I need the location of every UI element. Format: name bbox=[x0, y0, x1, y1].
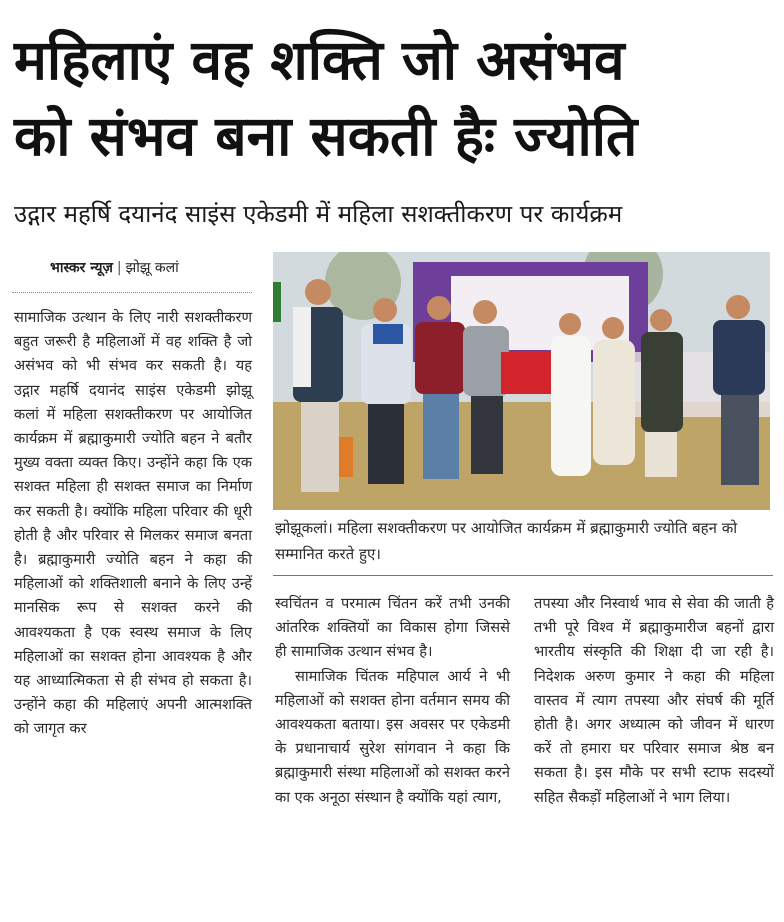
photo-caption: झोझूकलां। महिला सशक्तीकरण पर आयोजित कार्यक्रम में ब्रह्माकुमारी ज्योति बहन को सम्मानित करते हुए। bbox=[275, 519, 738, 563]
person-2 bbox=[361, 298, 411, 484]
paragraph: स्वचिंतन व परमात्म चिंतन करें तभी उनकी आंतरिक शक्तियों का विकास होगा जिससे ही सामाजिक उत्थान संभव है। bbox=[275, 595, 510, 661]
headline-line-1: महिलाएं वह शक्ति जो असंभव bbox=[14, 28, 625, 92]
paragraph: सामाजिक उत्थान के लिए नारी सशक्तीकरण बहुत जरूरी है महिलाओं में वह शक्ति है जो असंभव को भी संभव कर सकती है। यह उद्गार महर्षि दयानंद साइंस एकेडमी झोझू कलां में महिला सशक्तीकरण पर आयोजित कार्यक्रम में ब्रह्माकुमारी ज्योति बहन ने बतौर मुख्य वक्ता व्यक्त किए। उन्होंने कहा कि एक सशक्त महिला ही सशक्त समाज का निर्माण कर सकती है। क्योंकि महिला परिवार की धूरी होती है और परिवार से मिलकर समाज बनता है। ब्रह्माकुमारी ज्योति बहन ने कहा की महिलाओं को शक्तिशाली बनाने के लिए उन्हें मानसिक रूप से सशक्त करने की आवश्यकता है एक स्वस्थ समाज के लिए महिलाओं का सशक्त होना आवश्यक है और यह आध्यात्मिकता से ही संभव हो सकता है। उन्होंने कहा की महिलाएं अपनी आत्मशक्ति को जागृत कर bbox=[14, 309, 252, 738]
paragraph: सामाजिक चिंतक महिपाल आर्य ने भी महिलाओं को सशक्त होना वर्तमान समय की आवश्यकता बताया। इस अवसर पर एकेडमी के प्रधानाचार्य सुरेश सांगवान ने कहा कि ब्रह्माकुमारी संस्था महिलाओं को सशक्त करने का एक अनूठा संस्थान है क्योंकि यहां त्याग, bbox=[275, 667, 510, 806]
flag bbox=[273, 282, 281, 322]
byline-divider bbox=[12, 292, 252, 293]
byline-location: झोझू कलां bbox=[125, 260, 179, 276]
article-column-1 bbox=[14, 306, 252, 742]
photo-illustration bbox=[273, 252, 770, 510]
person-7 bbox=[641, 309, 683, 477]
caption-rule bbox=[273, 575, 773, 576]
headline bbox=[14, 22, 774, 174]
subheadline: उद्गार महर्षि दयानंद साइंस एकेडमी में महिला सशक्तीकरण पर कार्यक्रम bbox=[14, 200, 623, 228]
byline bbox=[50, 258, 179, 277]
article-column-2 bbox=[275, 592, 510, 810]
headline-line-2: को संभव बना सकती हैः ज्योति bbox=[14, 104, 638, 168]
article-column-3 bbox=[534, 592, 774, 810]
person-5 bbox=[551, 313, 591, 476]
byline-source: भास्कर न्यूज़ bbox=[50, 260, 113, 276]
honor-shawl bbox=[501, 352, 554, 394]
article-photo bbox=[273, 252, 770, 510]
paragraph: तपस्या और निस्वार्थ भाव से सेवा की जाती है तभी पूरे विश्व में ब्रह्माकुमारीज बहनों द्वारा भारतीय संस्कृति की शिक्षा दी जा रही है। निदेशक अरुण कुमार ने कहा की महिला वास्तव में त्याग तपस्या और संघर्ष की मूर्ति होती है। अगर अध्यात्म को जीवन में धारण करें तो हमारा घर परिवार समाज श्रेष्ठ बन सकता है। इस मौके पर सभी स्टाफ सदस्यों सहित सैकड़ों महिलाओं ने भाग लिया। bbox=[534, 595, 774, 806]
byline-separator: | bbox=[116, 260, 122, 276]
